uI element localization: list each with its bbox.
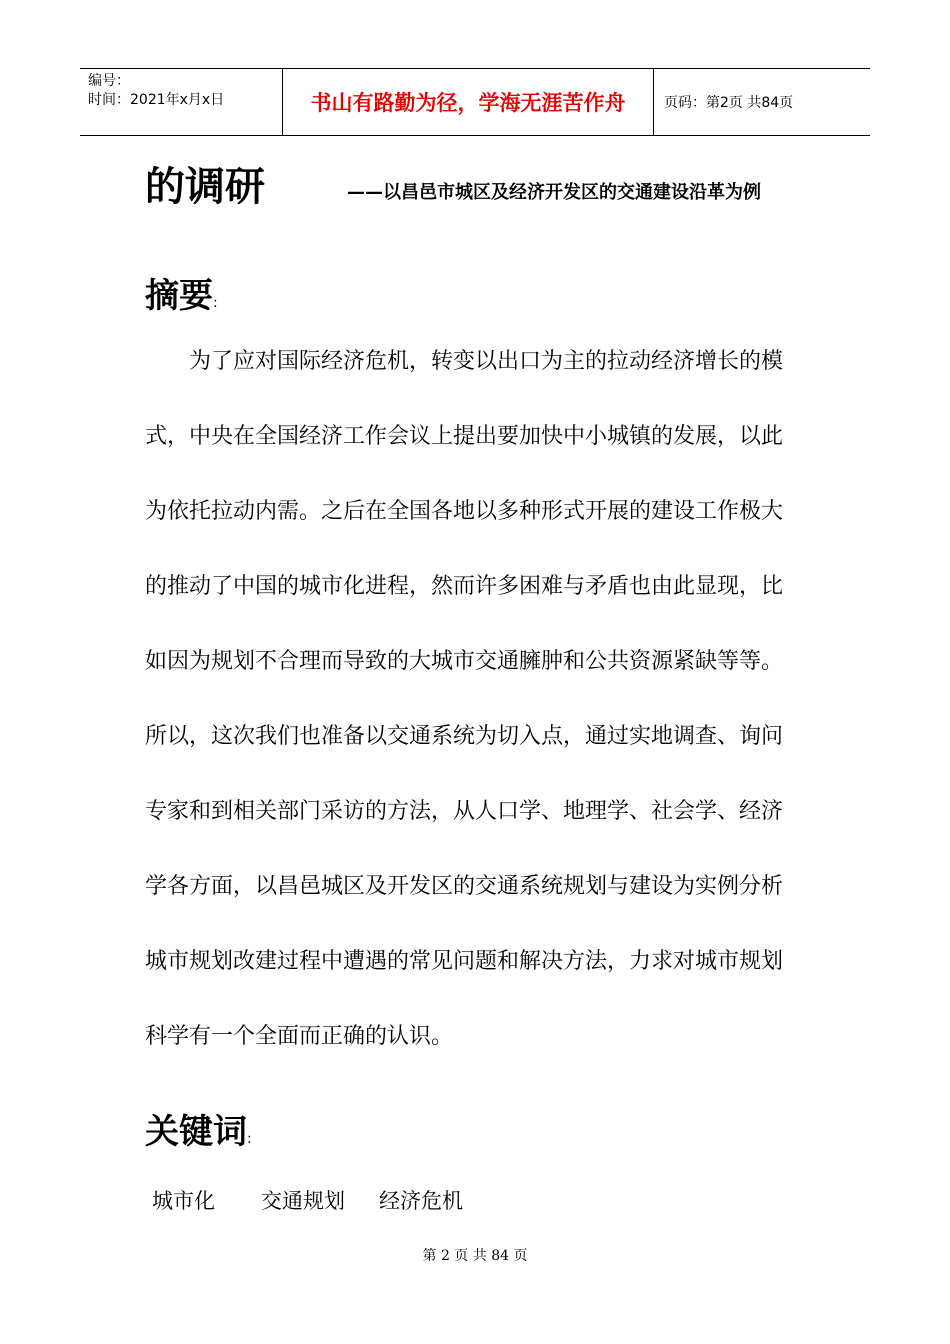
keywords-heading-colon: : <box>247 1131 252 1147</box>
keyword-item: 城市化 <box>152 1189 215 1213</box>
header-motto: 书山有路勤为径，学海无涯苦作舟 <box>310 91 626 115</box>
abstract-line: 为依托拉动内需。之后在全国各地以多种形式开展的建设工作极大 <box>145 499 784 524</box>
abstract-line: 为了应对国际经济危机，转变以出口为主的拉动经济增长的模 <box>145 349 784 374</box>
title-main-fragment: 的调研 <box>145 164 265 210</box>
keywords-list <box>152 1184 463 1218</box>
document-title <box>145 158 845 218</box>
abstract-line: 专家和到相关部门采访的方法，从人口学、地理学、社会学、经济 <box>145 799 784 824</box>
abstract-line: 城市规划改建过程中遭遇的常见问题和解决方法，力求对城市规划 <box>145 949 784 974</box>
page-footer <box>0 1246 950 1266</box>
footer-page-number: 第 2 页 共 84 页 <box>422 1248 528 1264</box>
keywords-heading <box>145 1110 252 1161</box>
abstract-heading-colon: : <box>213 295 218 311</box>
page-header <box>80 68 870 136</box>
document-time: 时间：2021年x月x日 <box>88 92 225 108</box>
abstract-line: 的推动了中国的城市化进程，然而许多困难与矛盾也由此显现，比 <box>145 574 784 599</box>
header-page-info-cell <box>654 69 870 135</box>
abstract-line: 科学有一个全面而正确的认识。 <box>145 1024 454 1049</box>
header-meta <box>80 69 282 135</box>
header-motto-cell <box>282 69 654 135</box>
abstract-line: 式，中央在全国经济工作会议上提出要加快中小城镇的发展，以此 <box>145 424 784 449</box>
keyword-item: 交通规划 <box>261 1189 345 1213</box>
abstract-line: 所以，这次我们也准备以交通系统为切入点，通过实地调查、询问 <box>145 724 784 749</box>
abstract-line: 学各方面，以昌邑城区及开发区的交通系统规划与建设为实例分析 <box>145 874 784 899</box>
abstract-heading <box>145 274 218 325</box>
abstract-line: 如因为规划不合理而导致的大城市交通臃肿和公共资源紧缺等等。 <box>145 649 784 674</box>
document-number-label: 编号： <box>88 73 130 89</box>
keywords-heading-text: 关键词 <box>145 1112 247 1152</box>
title-subtitle: ——以昌邑市城区及经济开发区的交通建设沿革为例 <box>347 182 761 203</box>
header-page-info: 页码：第2页 共84页 <box>664 95 794 111</box>
keyword-item: 经济危机 <box>379 1189 463 1213</box>
abstract-body <box>145 340 805 1090</box>
abstract-heading-text: 摘要 <box>145 276 213 316</box>
